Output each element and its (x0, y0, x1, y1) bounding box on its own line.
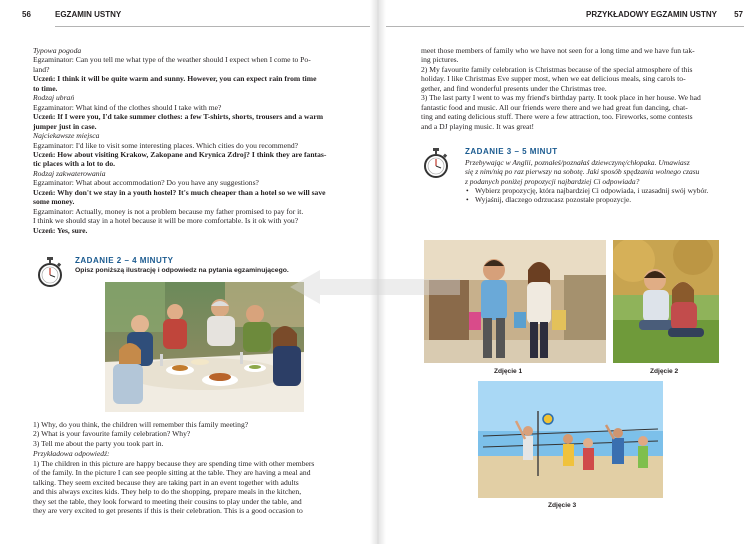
answer-continuation (421, 46, 749, 131)
family-meal-photo (105, 282, 304, 412)
beach-volleyball-photo (478, 381, 663, 498)
question-line: 1) Why, do you think, the children will remember this family meeting? (33, 420, 249, 429)
task3-bullets (465, 186, 750, 205)
photo3-caption: Zdjęcie 3 (548, 502, 577, 509)
task3-instruction (465, 158, 750, 186)
answer-line: they are very excited to get presents if this is their celebration. This is a good occasion to (33, 506, 303, 516)
section-title-left: EGZAMIN USTNY (55, 10, 122, 19)
dialog-line: Uczeń: Yes, sure. (33, 225, 88, 235)
dialog-line: to time. (33, 83, 58, 93)
watermark-arrow (290, 270, 460, 304)
park-couple-photo (613, 240, 719, 363)
photo2-caption: Zdjęcie 2 (650, 368, 679, 375)
task2-title: ZADANIE 2 – 4 MINUTY (75, 256, 174, 265)
dialog-line: Rodzaj zakwaterowania (33, 168, 106, 178)
dialog-line: jumper just in case. (33, 121, 97, 131)
photo1-caption: Zdjęcie 1 (494, 368, 523, 375)
task3-title: ZADANIE 3 – 5 MINUT (465, 147, 558, 156)
answer-line: ing pictures. (421, 55, 459, 65)
answer-line: and a DJ playing music. It was great! (421, 121, 535, 131)
header-rule-right (386, 26, 744, 27)
stopwatch-icon (36, 256, 64, 288)
question-line: 3) Tell me about the party you took part in. (33, 438, 164, 448)
task3-instruction-line: się z nim/nią po raz pierwszy na sobotę. Jaki sposób spędzania wolnego czasu (465, 167, 700, 177)
header-rule-left (55, 26, 370, 27)
answer-line: of the family. In the picture I can see people sitting at the table. They are having a meal and (33, 468, 311, 478)
dialog-line: I think we should stay in a hotel because it will be more comfortable. Is it ok with you? (33, 216, 299, 226)
page-number-right: 57 (734, 10, 743, 19)
answer-line: ting and eating delicious stuff. There were a few attraction, too. Fireworks, some contests (421, 112, 693, 122)
dialog-line: Rodzaj ubrań (33, 93, 75, 103)
answer-line: gether, and find wonderful presents under the Christmas tree. (421, 83, 607, 93)
task2-questions (33, 420, 369, 448)
answer-line: and this always excites kids. They help to do the shopping, prepare meals in the kitchen, (33, 487, 302, 497)
dialog-line: Najciekawsze miejsca (33, 131, 100, 141)
dialog-line: some money. (33, 197, 75, 207)
stopwatch-icon (422, 147, 450, 179)
dialog-line: Egzaminator: Can you tell me what type of the weather should I expect when I come to Po- (33, 55, 311, 65)
page-number-left: 56 (22, 10, 31, 19)
dialog-text (33, 46, 369, 235)
dialog-line: Uczeń: If I were you, I'd take summer clothes: a few T-shirts, shorts, trousers and a warm (33, 112, 324, 122)
answer-line: fantastic food and music. All our friends were there and we had great fun dancing, chat- (421, 102, 688, 112)
dialog-line: Egzaminator: What about accommodation? Do you have any suggestions? (33, 178, 259, 188)
question-line: 2) What is your favourite family celebration? Why? (33, 429, 191, 439)
dialog-line: land? (33, 64, 50, 74)
task3-instruction-line: z podanych poniżej propozycji najbardziej Ci odpowiada? (465, 176, 640, 186)
dialog-line: Uczeń: I think it will be quite warm and sunny. However, you can expect rain from time (33, 74, 317, 84)
answer-line: 3) The last party I went to was my friend's birthday party. It took place in her house. We had (421, 93, 701, 103)
dialog-line: Typowa pogoda (33, 46, 82, 55)
task3-bullet: • Wyjaśnij, dlaczego odrzucasz pozostałe propozycje. (465, 195, 750, 204)
answer-line: meet those members of family who we have not seen for a long time and we have fun tak- (421, 46, 695, 55)
dialog-line: Uczeń: How about visiting Krakow, Zakopane and Krynica Zdroj? I think they are fantas- (33, 149, 327, 159)
task3-instruction-line: Przebywając w Anglii, poznałeś/poznałaś dziewczynę/chłopaka. Umawiasz (465, 158, 690, 167)
example-answer-text (33, 459, 369, 516)
dialog-line: Egzaminator: What kind of the clothes should I take with me? (33, 102, 222, 112)
example-answer-label: Przykładowa odpowiedź: (33, 449, 110, 458)
answer-line: holiday. I like Christmas Eve supper most, when we eat delicious meals, sing carols to- (421, 74, 686, 84)
dialog-line: Egzaminator: Actually, money is not a problem because my father promised to pay for it. (33, 206, 304, 216)
task3-bullet: • Wybierz propozycję, która najbardziej Ci odpowiada, i uzasadnij swój wybór. (465, 186, 750, 195)
answer-line: 2) My favourite family celebration is Christmas because of the special atmosphere of this (421, 64, 693, 74)
task2-instruction: Opisz poniższą ilustrację i odpowiedz na pytania egzaminującego. (75, 267, 289, 274)
section-title-right: PRZYKŁADOWY EGZAMIN USTNY (586, 10, 717, 19)
dialog-line: Egzaminator: I'd like to visit some interesting places. Which cities do you recommend? (33, 140, 299, 150)
dialog-line: tic places with a lot to do. (33, 159, 116, 169)
dialog-line: Uczeń: Why don't we stay in a youth hostel? It's much cheaper than a hotel so we will save (33, 187, 326, 197)
answer-line: they set the table, they look forward to meeting their cousins to play under the table, and (33, 496, 302, 506)
answer-line: talking. They seem excited because they are taking part in an event together with adults (33, 477, 299, 487)
answer-line: 1) The children in this picture are happy because they are spending time with other members (33, 459, 315, 468)
